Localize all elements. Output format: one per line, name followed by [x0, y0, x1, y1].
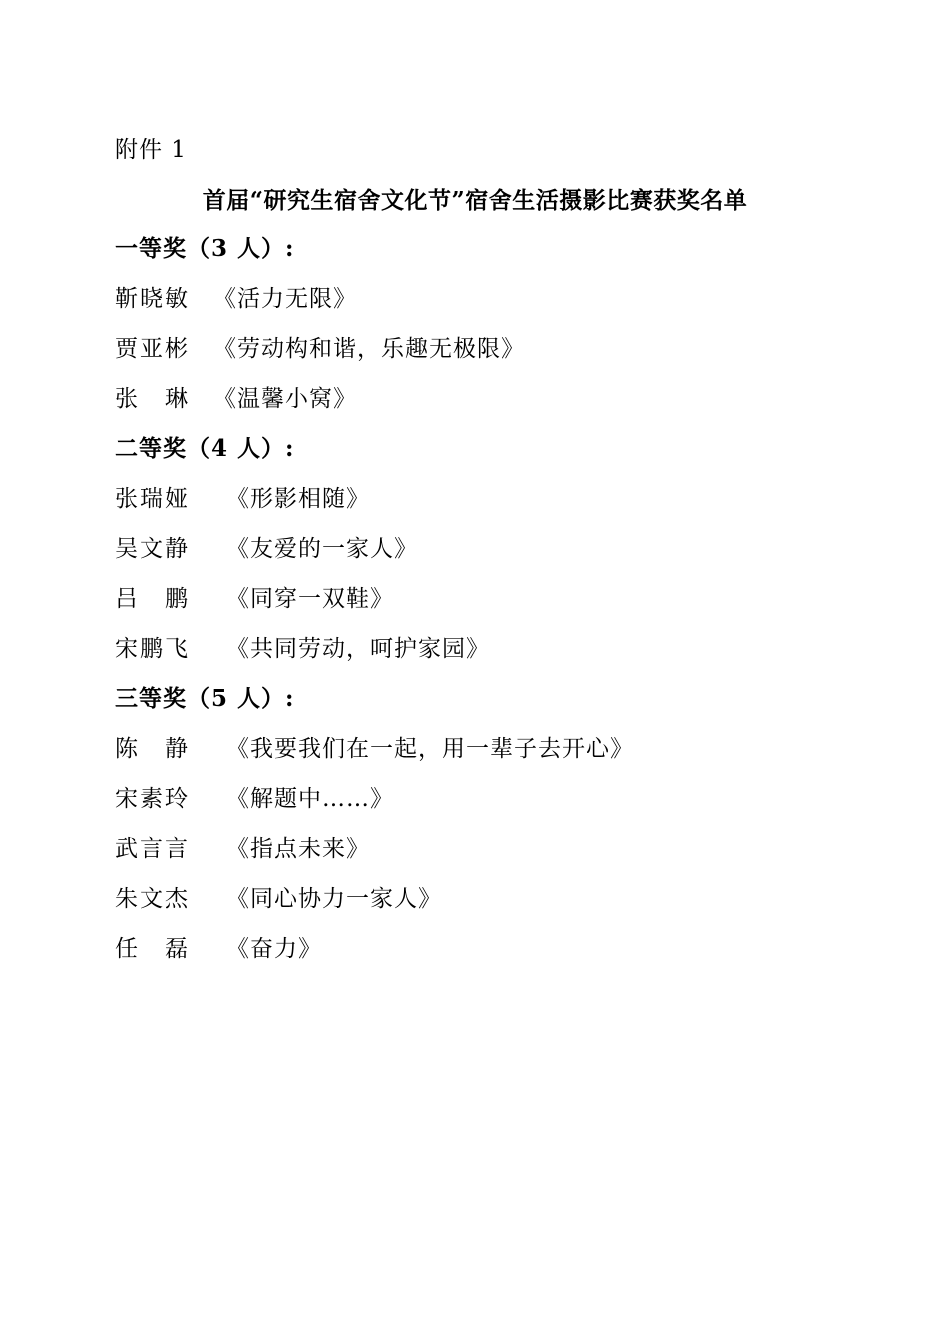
- work-title: 《共同劳动，呵护家园》: [226, 636, 490, 662]
- second-prize-heading: 二等奖（4 人）:: [115, 435, 295, 462]
- work-title: 《同穿一双鞋》: [226, 586, 394, 612]
- award-entry: [115, 881, 442, 917]
- work-title: 《友爱的一家人》: [226, 536, 418, 562]
- attachment-label: 附件 1: [115, 137, 187, 163]
- award-entry: [115, 931, 322, 967]
- award-entry: [115, 731, 634, 767]
- award-entry: [115, 531, 418, 567]
- winner-name: 陈 静: [115, 736, 190, 762]
- third-prize-heading: 三等奖（5 人）:: [115, 685, 295, 712]
- winner-name: 宋素玲: [115, 786, 190, 812]
- award-entry: [115, 581, 394, 617]
- winner-name: 宋鹏飞: [115, 636, 190, 662]
- work-title: 《温馨小窝》: [213, 386, 357, 412]
- work-title: 《形影相随》: [226, 486, 370, 512]
- winner-name: 贾亚彬: [115, 336, 190, 362]
- winner-name: 张 琳: [115, 386, 190, 412]
- award-entry: [115, 331, 525, 367]
- winner-name: 任 磊: [115, 936, 190, 962]
- work-title: 《指点未来》: [226, 836, 370, 862]
- work-title: 《劳动构和谐，乐趣无极限》: [213, 336, 525, 362]
- work-title: 《同心协力一家人》: [226, 886, 442, 912]
- winner-name: 朱文杰: [115, 886, 190, 912]
- award-entry: [115, 781, 394, 817]
- winner-name: 武言言: [115, 836, 190, 862]
- award-entry: [115, 281, 357, 317]
- work-title: 《奋力》: [226, 936, 322, 962]
- award-entry: [115, 481, 370, 517]
- work-title: 《解题中……》: [226, 786, 394, 812]
- winner-name: 吕 鹏: [115, 586, 190, 612]
- award-entry: [115, 381, 357, 417]
- first-prize-heading: 一等奖（3 人）:: [115, 235, 295, 262]
- award-entry: [115, 631, 490, 667]
- winner-name: 吴文静: [115, 536, 190, 562]
- award-entry: [115, 831, 370, 867]
- work-title: 《活力无限》: [213, 286, 357, 312]
- document-title: 首届“研究生宿舍文化节”宿舍生活摄影比赛获奖名单: [202, 187, 748, 214]
- work-title: 《我要我们在一起，用一辈子去开心》: [226, 736, 634, 762]
- winner-name: 张瑞娅: [115, 486, 190, 512]
- winner-name: 靳晓敏: [115, 286, 190, 312]
